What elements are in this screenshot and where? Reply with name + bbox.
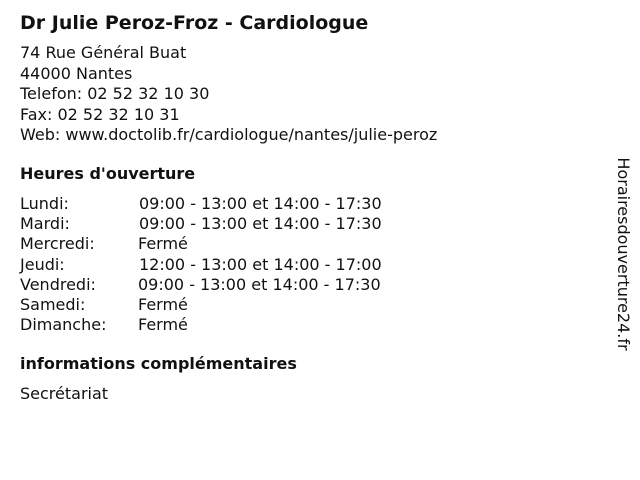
phone-number: Telefon: 02 52 32 10 30 (20, 84, 210, 103)
hours-row-lundi (20, 194, 440, 214)
hours-row-jeudi (20, 255, 440, 275)
day-label: Jeudi: (20, 254, 65, 274)
day-label: Vendredi: (20, 274, 96, 294)
contact-block (20, 43, 437, 146)
website-url: Web: www.doctolib.fr/cardiologue/nantes/julie-peroz (20, 125, 438, 144)
day-hours: 12:00 - 13:00 et 14:00 - 17:00 (139, 254, 382, 274)
address-city: 44000 Nantes (20, 63, 133, 83)
day-hours: Fermé (138, 315, 188, 335)
day-hours: Fermé (138, 234, 188, 254)
day-hours: 09:00 - 13:00 et 14:00 - 17:30 (138, 274, 381, 294)
day-label: Mercredi: (20, 234, 95, 254)
day-label: Samedi: (20, 294, 86, 314)
site-watermark: Horairesdouverture24.fr (614, 157, 633, 351)
day-label: Dimanche: (20, 315, 107, 335)
day-label: Lundi: (20, 194, 69, 213)
day-label: Mardi: (20, 214, 70, 234)
hours-row-samedi (20, 295, 440, 315)
page-title: Dr Julie Peroz-Froz - Cardiologue (20, 12, 369, 34)
hours-row-mardi (20, 214, 440, 234)
day-hours: 09:00 - 13:00 et 14:00 - 17:30 (139, 194, 382, 213)
additional-info-text: Secrétariat (20, 384, 109, 403)
fax-number: Fax: 02 52 32 10 31 (20, 104, 180, 124)
opening-hours-table (20, 194, 440, 335)
address-street: 74 Rue Général Buat (20, 43, 187, 62)
hours-row-mercredi (20, 234, 440, 254)
hours-row-dimanche (20, 315, 440, 335)
day-hours: Fermé (138, 294, 188, 314)
additional-info-heading: informations complémentaires (20, 354, 297, 373)
hours-row-vendredi (20, 275, 440, 295)
opening-hours-heading: Heures d'ouverture (20, 164, 196, 183)
day-hours: 09:00 - 13:00 et 14:00 - 17:30 (139, 214, 382, 234)
